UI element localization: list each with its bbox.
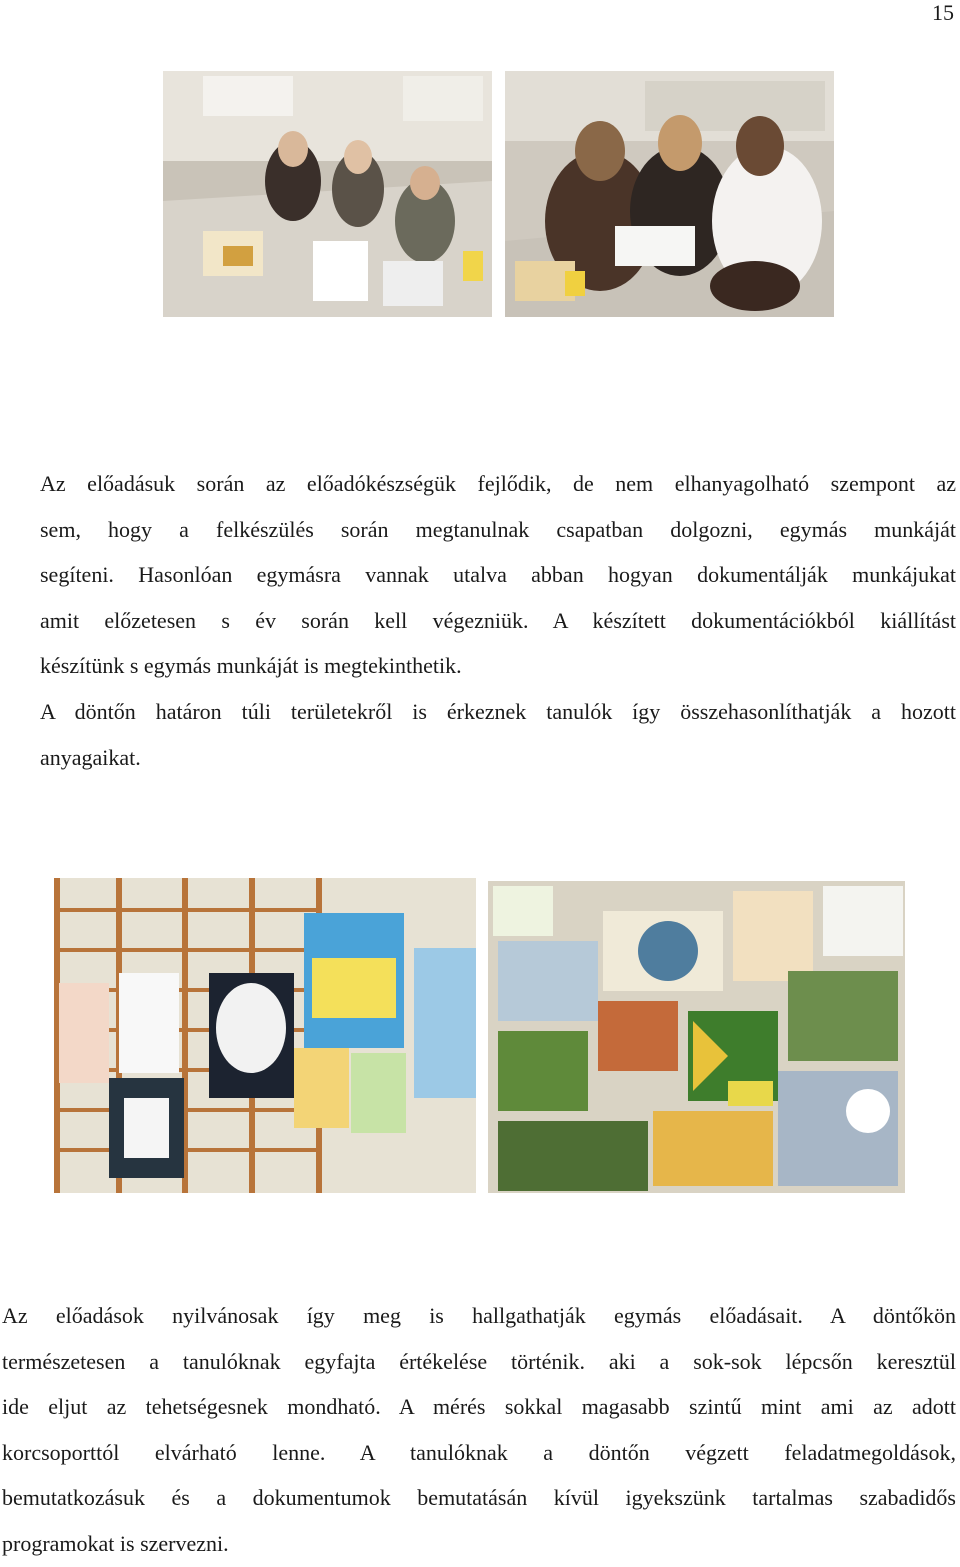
paragraph-2-line-1: A döntőn határon túli területekről is érkeznek tanulók így összehasonlíthatják a hozott bbox=[40, 699, 956, 724]
paragraph-1-line-1: Az előadásuk során az előadókészségük fejlődik, de nem elhanyagolható szempont az bbox=[40, 471, 956, 496]
paragraph-1-line-2: sem, hogy a felkészülés során megtanulnak csapatban dolgozni, egymás munkáját bbox=[40, 516, 956, 542]
classroom-lab-photo-right bbox=[505, 71, 834, 317]
paragraph-3 bbox=[2, 1293, 956, 1567]
exhibition-posters-photo bbox=[54, 878, 476, 1193]
paragraph-3-line-1: Az előadások nyilvánosak így meg is hallgathatják egymás előadásait. A döntőkön bbox=[2, 1303, 956, 1328]
paragraph-3-line-5: bemutatkozásuk és a dokumentumok bemutatásán kívül igyekszünk tartalmas szabadidős bbox=[2, 1485, 956, 1511]
paragraph-3-line-2: természetesen a tanulóknak egyfajta értékelése történik. aki a sok-sok lépcsőn keresztül bbox=[2, 1348, 956, 1374]
paragraph-3-line-6: programokat is szervezni. bbox=[2, 1530, 229, 1556]
paragraph-1 bbox=[40, 461, 956, 689]
paragraph-2 bbox=[40, 689, 956, 780]
paragraph-1-line-5: készítünk s egymás munkáját is megtekinthetik. bbox=[40, 653, 462, 679]
paragraph-2-line-2: anyagaikat. bbox=[40, 744, 141, 770]
page-number: 15 bbox=[932, 0, 954, 25]
paragraph-1-line-3: segíteni. Hasonlóan egymásra vannak utalva abban hogyan dokumentálják munkájukat bbox=[40, 562, 956, 588]
paragraph-3-line-4: korcsoporttól elvárható lenne. A tanulóknak a döntőn végzett feladatmegoldások, bbox=[2, 1439, 956, 1465]
paragraph-3-line-3: ide eljut az tehetségesnek mondható. A mérés sokkal magasabb szintű mint ami az adott bbox=[2, 1394, 956, 1420]
paragraph-1-line-4: amit előzetesen s év során kell végezniük. A készített dokumentációkból kiállítást bbox=[40, 607, 956, 633]
exhibition-collage-photo bbox=[488, 881, 905, 1193]
classroom-lab-photo-left bbox=[163, 71, 492, 317]
